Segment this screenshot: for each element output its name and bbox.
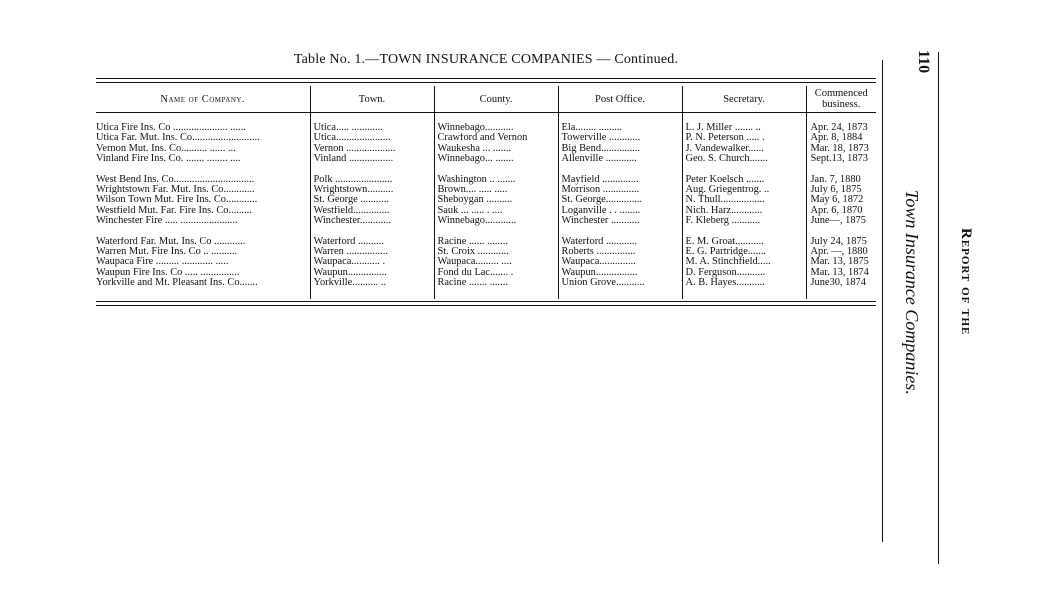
cell-county: Waukesha ... ....... (434, 144, 558, 154)
cell-county: Waupaca......... .... (434, 257, 558, 267)
cell-commenced: Apr. —, 1880 (806, 247, 876, 257)
cell-county: Winnebago........... (434, 123, 558, 133)
cell-post-office: Roberts ............... (558, 247, 682, 257)
cell-county: Winnebago... ....... (434, 154, 558, 164)
table-row (96, 237, 876, 247)
table-row (96, 133, 876, 143)
cell-commenced: July 6, 1875 (806, 185, 876, 195)
table-row (96, 278, 876, 288)
cell-town: Waupaca........... . (310, 257, 434, 267)
cell-secretary: Aug. Griegentrog. .. (682, 185, 806, 195)
page-number: 110 (915, 50, 932, 74)
cell-commenced: Mar. 18, 1873 (806, 144, 876, 154)
cell-post-office: Waupaca.............. (558, 257, 682, 267)
cell-post-office: Union Grove........... (558, 278, 682, 288)
cell-county: Brown.... ..... ..... (434, 185, 558, 195)
cell-post-office: Winchester ........... (558, 216, 682, 226)
cell-town: Waupun............... (310, 268, 434, 278)
cell-commenced: May 6, 1872 (806, 195, 876, 205)
header-secretary: Secretary. (682, 86, 806, 113)
cell-secretary: D. Ferguson........... (682, 268, 806, 278)
cell-post-office: Waterford ............ (558, 237, 682, 247)
cell-company: Vernon Mut. Ins. Co.......... ...... ... (96, 143, 236, 154)
table-title: Table No. 1.—TOWN INSURANCE COMPANIES — Continued. (293, 52, 679, 67)
cell-secretary: A. B. Hayes........... (682, 278, 806, 288)
cell-secretary: J. Vandewalker...... (682, 144, 806, 154)
cell-company: Waterford Far. Mut. Ins. Co ............ (96, 236, 246, 247)
cell-post-office: Loganville . . ........ (558, 206, 682, 216)
cell-company: Waupun Fire Ins. Co ..... ............... (96, 267, 240, 278)
top-rule-1 (96, 78, 876, 79)
cell-company: Wrightstown Far. Mut. Ins. Co............ (96, 185, 255, 196)
cell-company: Utica Far. Mut. Ins. Co.......................... (96, 133, 260, 144)
cell-town: Westfield.............. (310, 206, 434, 216)
cell-county: Fond du Lac....... . (434, 268, 558, 278)
cell-post-office: Allenville ............ (558, 154, 682, 164)
table-row (96, 144, 876, 154)
table-row (96, 175, 876, 185)
cell-secretary: Geo. S. Church....... (682, 154, 806, 164)
cell-secretary: E. M. Groat........... (682, 237, 806, 247)
cell-county: Racine ...... ........ (434, 237, 558, 247)
header-post-office: Post Office. (558, 86, 682, 113)
cell-town: St. George ........... (310, 195, 434, 205)
cell-secretary: F. Kleberg ........... (682, 216, 806, 226)
cell-company: Vinland Fire Ins. Co. ....... ........ .... (96, 154, 241, 165)
cell-commenced: Apr. 24, 1873 (806, 123, 876, 133)
header-commenced: Commenced business. (806, 86, 876, 113)
cell-company: Winchester Fire ..... ...................... (96, 216, 238, 227)
cell-town: Waterford .......... (310, 237, 434, 247)
cell-county: Racine ....... ....... (434, 278, 558, 288)
cell-post-office: Towerville ............ (558, 133, 682, 143)
cell-company: Utica Fire Ins. Co ..................... ...... (96, 123, 246, 133)
table-row (96, 247, 876, 257)
cell-secretary: L. J. Miller ....... .. (682, 123, 806, 133)
table-row (96, 268, 876, 278)
cell-county: St. Croix ............ (434, 247, 558, 257)
cell-secretary: Peter Koelsch ....... (682, 175, 806, 185)
column-divider (882, 60, 883, 542)
cell-post-office: Mayfield .............. (558, 175, 682, 185)
cell-town: Winchester............ (310, 216, 434, 226)
header-row (96, 86, 876, 113)
cell-town: Utica..... ............ (310, 123, 434, 133)
cell-commenced: June—, 1875 (806, 216, 876, 226)
running-head: Report of the (958, 228, 974, 336)
cell-secretary: M. A. Stinchfield..... (682, 257, 806, 267)
table-row (96, 216, 876, 226)
cell-post-office: Ela........ ......... (558, 123, 682, 133)
cell-commenced: Jan. 7, 1880 (806, 175, 876, 185)
cell-company: West Bend Ins. Co............................... (96, 174, 255, 185)
cell-commenced: July 24, 1875 (806, 237, 876, 247)
cell-company: Yorkville and Mt. Pleasant Ins. Co....... (96, 278, 258, 289)
cell-post-office: Waupun................ (558, 268, 682, 278)
cell-county: Winnebago............ (434, 216, 558, 226)
cell-post-office: St. George.............. (558, 195, 682, 205)
cell-commenced: Apr. 6, 1870 (806, 206, 876, 216)
cell-commenced: Mar. 13, 1875 (806, 257, 876, 267)
cell-secretary: E. G. Partridge....... (682, 247, 806, 257)
top-rule-2 (96, 82, 876, 83)
margin-rule (938, 52, 939, 564)
cell-commenced: Mar. 13, 1874 (806, 268, 876, 278)
table-row (96, 195, 876, 205)
cell-secretary: N. Thull................. (682, 195, 806, 205)
cell-town: Yorkville.......... .. (310, 278, 434, 288)
cell-town: Vernon ................... (310, 144, 434, 154)
table-row (96, 123, 876, 133)
table-row (96, 257, 876, 267)
bottom-rule-1 (96, 301, 876, 302)
insurance-table (96, 86, 876, 299)
cell-company: Waupaca Fire ......... ............ ..... (96, 257, 229, 268)
header-county: County. (434, 86, 558, 113)
cell-commenced: Apr. 8, 1884 (806, 133, 876, 143)
cell-company: Westfield Mut. Far. Fire Ins. Co......... (96, 205, 252, 216)
bottom-rule-2 (96, 305, 876, 306)
table-row (96, 154, 876, 164)
header-company: Name of Company. (96, 86, 310, 113)
cell-town: Utica..................... (310, 133, 434, 143)
cell-town: Warren ................ (310, 247, 434, 257)
cell-town: Wrightstown.......... (310, 185, 434, 195)
cell-secretary: P. N. Peterson ..... . (682, 133, 806, 143)
cell-commenced: Sept.13, 1873 (806, 154, 876, 164)
section-heading: Town Insurance Companies. (902, 190, 922, 395)
cell-secretary: Nich. Harz............ (682, 206, 806, 216)
cell-company: Wilson Town Mut. Fire Ins. Co............ (96, 195, 258, 206)
cell-county: Crawford and Vernon (434, 133, 558, 143)
cell-commenced: June30, 1874 (806, 278, 876, 288)
cell-county: Washington .. ....... (434, 175, 558, 185)
header-town: Town. (310, 86, 434, 113)
cell-post-office: Big Bend............... (558, 144, 682, 154)
table-row (96, 206, 876, 216)
cell-county: Sheboygan .......... (434, 195, 558, 205)
cell-post-office: Morrison .............. (558, 185, 682, 195)
cell-town: Polk ...................... (310, 175, 434, 185)
cell-county: Sauk ... ..... . .... (434, 206, 558, 216)
cell-town: Vinland ................. (310, 154, 434, 164)
cell-company: Warren Mut. Fire Ins. Co .. .......... (96, 247, 238, 258)
table-row (96, 185, 876, 195)
